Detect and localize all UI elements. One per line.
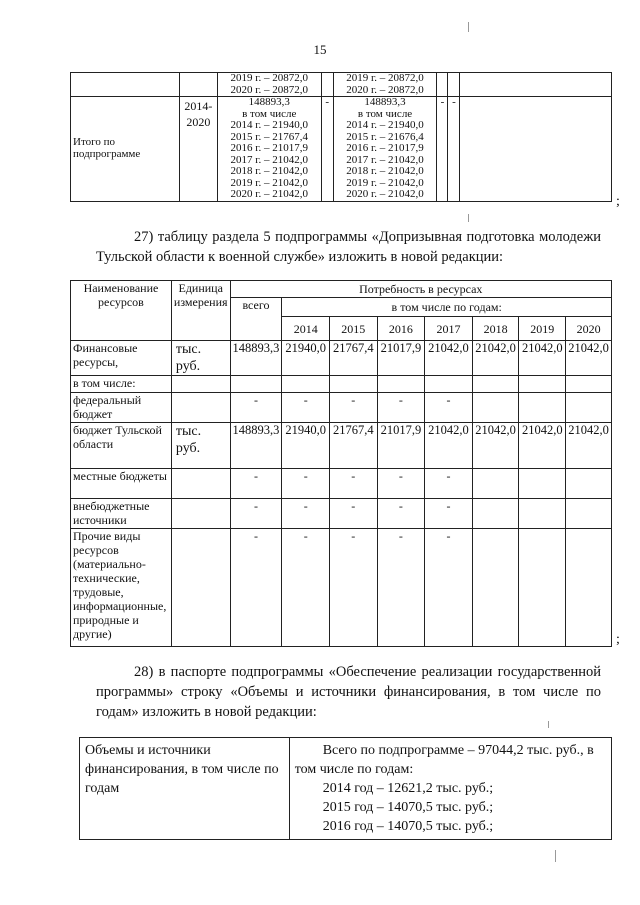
value-cell: - <box>230 393 282 423</box>
col-header-unit: Единица измерения <box>171 281 230 341</box>
row-label: Финансовые ресурсы, <box>71 341 172 376</box>
value-cell: - <box>329 469 377 499</box>
table-row <box>71 341 612 376</box>
dash-cell: - <box>437 97 448 202</box>
value-cell: 148893,3 <box>230 341 282 376</box>
funding-cell: Всего по подпрограмме – 97044,2 тыс. руб., в том числе по годам: 2014 год – 12621,2 тыс. руб.; 2015 год – 14070,5 тыс. руб.; 2016 год – 14070,5 тыс. руб.; <box>289 738 611 840</box>
year-header: 2016 <box>377 317 425 341</box>
value-cell: 21940,0 <box>282 341 330 376</box>
year-header: 2015 <box>329 317 377 341</box>
scan-mark <box>555 850 556 862</box>
funding-passport-table <box>79 737 612 840</box>
row-label: Прочие виды ресурсов (материально-технические, трудовые, информационные, природные и другие) <box>71 529 172 647</box>
value-cell: - <box>282 529 330 647</box>
unit-cell: тыс. руб. <box>171 423 230 469</box>
value-cell: 21042,0 <box>519 423 566 469</box>
year-header: 2018 <box>472 317 519 341</box>
total-row <box>71 97 612 202</box>
row-label: в том числе: <box>71 376 172 393</box>
value-cell: 21042,0 <box>472 423 519 469</box>
value-cell: - <box>377 469 425 499</box>
paragraph-28: 28) в паспорте подпрограммы «Обеспечение реализации государственной программы» строку «Объемы и источники финансирования, в том числе по годам» изложить в новой редакции: <box>96 664 601 720</box>
paragraph-27: 27) таблицу раздела 5 подпрограммы «Допризывная подготовка молодежи Тульской области к военной службе» изложить в новой редакции: <box>96 229 601 265</box>
value-cell: - <box>329 529 377 647</box>
funding-table-continued <box>70 72 612 202</box>
value-cell: - <box>282 469 330 499</box>
value-cell: 21042,0 <box>566 423 612 469</box>
year-header: 2020 <box>566 317 612 341</box>
table-row <box>71 423 612 469</box>
scan-mark <box>468 214 469 222</box>
row-label: Объемы и источники финансирования, в том числе по годам <box>80 738 290 840</box>
dash-cell: - <box>448 97 460 202</box>
scan-mark <box>548 721 549 728</box>
row-label: федеральный бюджет <box>71 393 172 423</box>
value-cell: - <box>377 529 425 647</box>
value-cell: - <box>329 499 377 529</box>
table-row <box>71 393 612 423</box>
years-cell: 2019 г. – 20872,0 2020 г. – 20872,0 <box>217 73 321 97</box>
table-row <box>71 499 612 529</box>
page-number: 15 <box>313 42 327 57</box>
year-header: 2019 <box>519 317 566 341</box>
table-row <box>71 529 612 647</box>
value-cell: 21042,0 <box>472 341 519 376</box>
value-cell: - <box>425 529 473 647</box>
table-row <box>71 73 612 97</box>
scan-mark <box>468 22 469 32</box>
col-header-total: всего <box>230 298 282 341</box>
value-cell: 21017,9 <box>377 423 425 469</box>
table-row <box>71 469 612 499</box>
col-header-need: Потребность в ресурсах <box>230 281 611 298</box>
total-label: Итого по подпрограмме <box>71 97 180 202</box>
value-cell: 21767,4 <box>329 341 377 376</box>
value-cell: - <box>425 469 473 499</box>
year-header: 2017 <box>425 317 473 341</box>
value-cell: 21042,0 <box>425 341 473 376</box>
col-header-by-years: в том числе по годам: <box>282 298 612 317</box>
end-mark: ; <box>616 632 620 647</box>
value-cell: - <box>377 393 425 423</box>
row-label: внебюджетные источники <box>71 499 172 529</box>
end-mark: ; <box>616 194 620 209</box>
value-cell: 21042,0 <box>425 423 473 469</box>
value-cell: - <box>230 499 282 529</box>
value-cell: 21042,0 <box>519 341 566 376</box>
resources-table <box>70 280 612 647</box>
year-header: 2014 <box>282 317 330 341</box>
dash-cell: - <box>321 97 333 202</box>
period-cell: 2014-2020 <box>179 97 217 202</box>
value-cell: 21042,0 <box>566 341 612 376</box>
value-cell: - <box>425 393 473 423</box>
value-cell: - <box>377 499 425 529</box>
col-header-name: Наименование ресурсов <box>71 281 172 341</box>
row-label: местные бюджеты <box>71 469 172 499</box>
value-cell: - <box>282 499 330 529</box>
value-cell: - <box>282 393 330 423</box>
value-cell: 21017,9 <box>377 341 425 376</box>
table-row <box>80 738 612 840</box>
value-cell: - <box>230 529 282 647</box>
value-cell: 148893,3 <box>230 423 282 469</box>
total-b-cell: 148893,3 в том числе 2014 г. – 21940,0 2015 г. – 21676,4 2016 г. – 21017,9 2017 г. – 21042,0 2018 г. – 21042,0 2019 г. – 21042,0 2020 г. – 21042,0 <box>333 97 437 202</box>
total-a-cell: 148893,3 в том числе 2014 г. – 21940,0 2015 г. – 21767,4 2016 г. – 21017,9 2017 г. – 21042,0 2018 г. – 21042,0 2019 г. – 21042,0 2020 г. – 21042,0 <box>217 97 321 202</box>
unit-cell: тыс. руб. <box>171 341 230 376</box>
table-row <box>71 376 612 393</box>
value-cell: 21767,4 <box>329 423 377 469</box>
value-cell: - <box>329 393 377 423</box>
value-cell: - <box>425 499 473 529</box>
years-cell: 2019 г. – 20872,0 2020 г. – 20872,0 <box>333 73 437 97</box>
value-cell: - <box>230 469 282 499</box>
value-cell: 21940,0 <box>282 423 330 469</box>
row-label: бюджет Тульской области <box>71 423 172 469</box>
